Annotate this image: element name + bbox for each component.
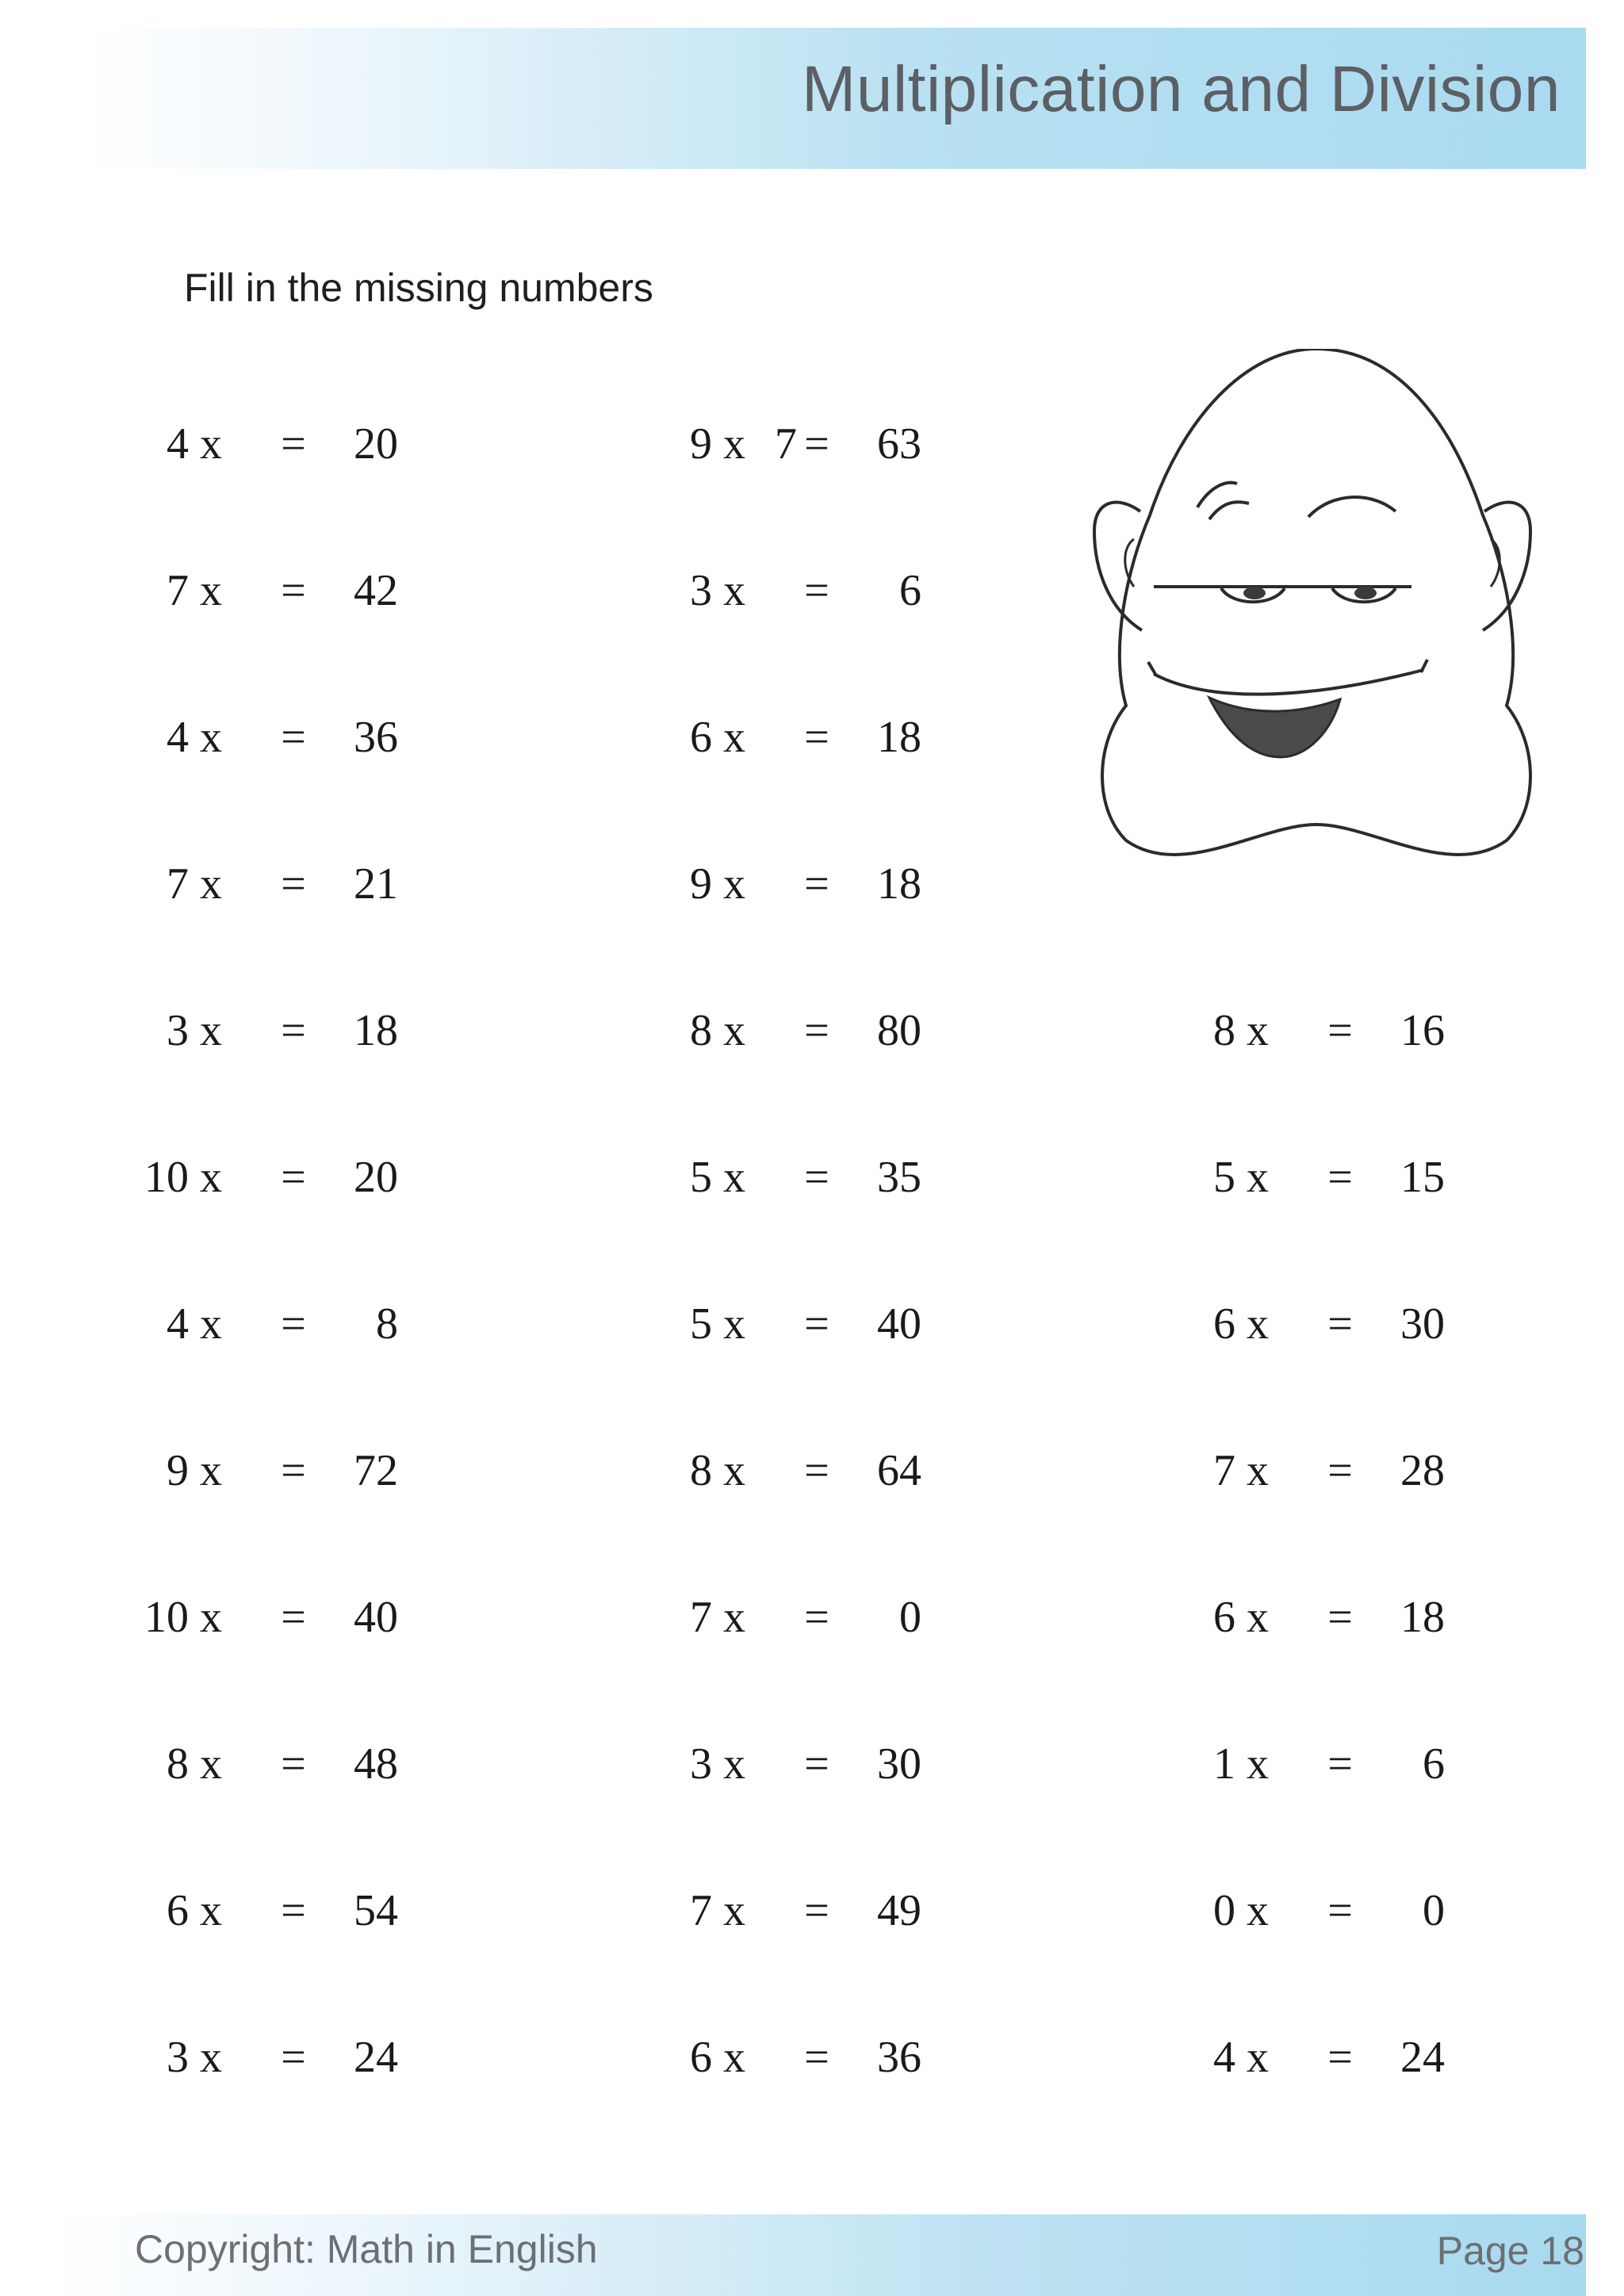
problem-multiplicand: 9 x bbox=[167, 1446, 222, 1495]
problem-equals: = bbox=[1327, 1886, 1353, 1935]
problem-result: 36 bbox=[354, 713, 398, 762]
problem-equals: = bbox=[281, 1446, 306, 1495]
problem-equals: = bbox=[281, 419, 306, 469]
problem-row bbox=[642, 999, 959, 1062]
problem-result: 72 bbox=[354, 1446, 398, 1495]
problem-row bbox=[642, 1439, 959, 1502]
instructions: Fill in the missing numbers bbox=[184, 266, 653, 310]
problem-result: 18 bbox=[1400, 1593, 1445, 1642]
problem-result: 6 bbox=[1423, 1739, 1445, 1789]
problem-multiplicand: 4 x bbox=[167, 713, 222, 762]
problem-row bbox=[119, 1146, 436, 1209]
problem-equals: = bbox=[281, 1593, 306, 1642]
problem-multiplicand: 8 x bbox=[690, 1006, 745, 1055]
problem-multiplicand: 9 x bbox=[690, 419, 745, 469]
problem-row bbox=[1166, 1146, 1483, 1209]
problem-row bbox=[119, 999, 436, 1062]
problem-result: 24 bbox=[1400, 2033, 1445, 2082]
problem-equals: = bbox=[1327, 1299, 1353, 1349]
problem-result: 35 bbox=[877, 1153, 921, 1202]
problem-result: 0 bbox=[899, 1593, 921, 1642]
problem-result: 8 bbox=[376, 1299, 398, 1349]
problem-multiplicand: 5 x bbox=[690, 1299, 745, 1349]
problem-equals: = bbox=[804, 713, 829, 762]
problem-equals: = bbox=[281, 1006, 306, 1055]
problem-equals: = bbox=[804, 566, 829, 615]
problem-row bbox=[1166, 1586, 1483, 1649]
problem-row bbox=[119, 1879, 436, 1942]
problem-equals: = bbox=[281, 1299, 306, 1349]
problem-row bbox=[1166, 1439, 1483, 1502]
problem-equals: = bbox=[804, 1446, 829, 1495]
problem-multiplicand: 4 x bbox=[167, 1299, 222, 1349]
problem-result: 40 bbox=[354, 1593, 398, 1642]
problem-equals: = bbox=[281, 2033, 306, 2082]
problem-result: 0 bbox=[1423, 1886, 1445, 1935]
problem-equals: = bbox=[804, 1886, 829, 1935]
problem-result: 40 bbox=[877, 1299, 921, 1349]
copyright-text: Copyright: Math in English bbox=[135, 2227, 598, 2271]
problem-row bbox=[642, 1879, 959, 1942]
problem-row bbox=[119, 706, 436, 769]
problem-multiplicand: 10 x bbox=[144, 1593, 222, 1642]
problem-multiplicand: 6 x bbox=[690, 713, 745, 762]
problem-equals: = bbox=[1327, 1153, 1353, 1202]
problem-equals: = bbox=[1327, 2033, 1353, 2082]
problem-equals: = bbox=[281, 566, 306, 615]
problem-multiplicand: 3 x bbox=[167, 2033, 222, 2082]
problem-result: 16 bbox=[1400, 1006, 1445, 1055]
problem-equals: = bbox=[804, 1299, 829, 1349]
problem-row bbox=[642, 1732, 959, 1796]
problem-result: 64 bbox=[877, 1446, 921, 1495]
problem-result: 49 bbox=[877, 1886, 921, 1935]
problem-multiplicand: 8 x bbox=[167, 1739, 222, 1789]
problem-result: 42 bbox=[354, 566, 398, 615]
problem-equals: = bbox=[804, 1739, 829, 1789]
problem-row bbox=[119, 852, 436, 916]
problem-equals: = bbox=[804, 1153, 829, 1202]
problem-row bbox=[642, 559, 959, 622]
problem-multiplicand: 7 x bbox=[1213, 1446, 1269, 1495]
problem-result: 20 bbox=[354, 1153, 398, 1202]
problem-multiplicand: 1 x bbox=[1213, 1739, 1269, 1789]
problem-result: 54 bbox=[354, 1886, 398, 1935]
problem-equals: = bbox=[804, 419, 829, 469]
problem-multiplicand: 6 x bbox=[1213, 1593, 1269, 1642]
problem-row bbox=[642, 1586, 959, 1649]
problem-multiplicand: 3 x bbox=[690, 1739, 745, 1789]
problem-result: 36 bbox=[877, 2033, 921, 2082]
problem-row bbox=[119, 2026, 436, 2089]
problem-result: 21 bbox=[354, 859, 398, 909]
problem-row bbox=[1166, 999, 1483, 1062]
problem-row bbox=[119, 1439, 436, 1502]
problem-multiplicand: 6 x bbox=[1213, 1299, 1269, 1349]
problem-multiplicand: 4 x bbox=[167, 419, 222, 469]
problem-missing-number[interactable]: 7 bbox=[775, 419, 797, 469]
problem-equals: = bbox=[281, 1153, 306, 1202]
problem-row bbox=[1166, 1732, 1483, 1796]
problem-equals: = bbox=[804, 2033, 829, 2082]
problem-result: 15 bbox=[1400, 1153, 1445, 1202]
problem-row bbox=[1166, 2026, 1483, 2089]
problem-row bbox=[119, 412, 436, 476]
problem-multiplicand: 6 x bbox=[690, 2033, 745, 2082]
problem-result: 63 bbox=[877, 419, 921, 469]
problem-multiplicand: 7 x bbox=[690, 1593, 745, 1642]
problem-result: 80 bbox=[877, 1006, 921, 1055]
problem-result: 30 bbox=[877, 1739, 921, 1789]
problem-equals: = bbox=[281, 859, 306, 909]
problem-row bbox=[642, 2026, 959, 2089]
problem-equals: = bbox=[281, 1886, 306, 1935]
page-title: Multiplication and Division bbox=[802, 53, 1561, 125]
problem-multiplicand: 7 x bbox=[167, 859, 222, 909]
problem-result: 28 bbox=[1400, 1446, 1445, 1495]
cartoon-face-icon bbox=[1078, 349, 1546, 872]
problem-row bbox=[1166, 1292, 1483, 1356]
problem-row bbox=[1166, 1879, 1483, 1942]
problem-result: 18 bbox=[354, 1006, 398, 1055]
problem-equals: = bbox=[804, 859, 829, 909]
problem-multiplicand: 7 x bbox=[167, 566, 222, 615]
problem-result: 24 bbox=[354, 2033, 398, 2082]
problem-equals: = bbox=[804, 1006, 829, 1055]
problem-equals: = bbox=[804, 1593, 829, 1642]
problem-equals: = bbox=[1327, 1739, 1353, 1789]
problem-row bbox=[119, 1586, 436, 1649]
problem-result: 48 bbox=[354, 1739, 398, 1789]
problem-row bbox=[119, 1732, 436, 1796]
problem-multiplicand: 3 x bbox=[690, 566, 745, 615]
problem-multiplicand: 6 x bbox=[167, 1886, 222, 1935]
problem-multiplicand: 5 x bbox=[690, 1153, 745, 1202]
problem-equals: = bbox=[1327, 1006, 1353, 1055]
problem-result: 6 bbox=[899, 566, 921, 615]
problem-equals: = bbox=[281, 713, 306, 762]
problem-row bbox=[642, 706, 959, 769]
problem-multiplicand: 7 x bbox=[690, 1886, 745, 1935]
problem-row bbox=[119, 1292, 436, 1356]
problem-multiplicand: 5 x bbox=[1213, 1153, 1269, 1202]
problem-multiplicand: 4 x bbox=[1213, 2033, 1269, 2082]
problem-multiplicand: 9 x bbox=[690, 859, 745, 909]
problem-multiplicand: 0 x bbox=[1213, 1886, 1269, 1935]
problem-result: 20 bbox=[354, 419, 398, 469]
problem-row bbox=[642, 412, 959, 476]
problem-result: 18 bbox=[877, 859, 921, 909]
page-number: Page 18 bbox=[1436, 2229, 1584, 2273]
problem-multiplicand: 10 x bbox=[144, 1153, 222, 1202]
problem-equals: = bbox=[281, 1739, 306, 1789]
problem-multiplicand: 8 x bbox=[1213, 1006, 1269, 1055]
problem-result: 18 bbox=[877, 713, 921, 762]
problem-equals: = bbox=[1327, 1593, 1353, 1642]
problem-multiplicand: 8 x bbox=[690, 1446, 745, 1495]
problem-row bbox=[642, 852, 959, 916]
problem-result: 30 bbox=[1400, 1299, 1445, 1349]
problem-equals: = bbox=[1327, 1446, 1353, 1495]
problem-row bbox=[642, 1146, 959, 1209]
problem-row bbox=[119, 559, 436, 622]
problem-row bbox=[642, 1292, 959, 1356]
problem-multiplicand: 3 x bbox=[167, 1006, 222, 1055]
